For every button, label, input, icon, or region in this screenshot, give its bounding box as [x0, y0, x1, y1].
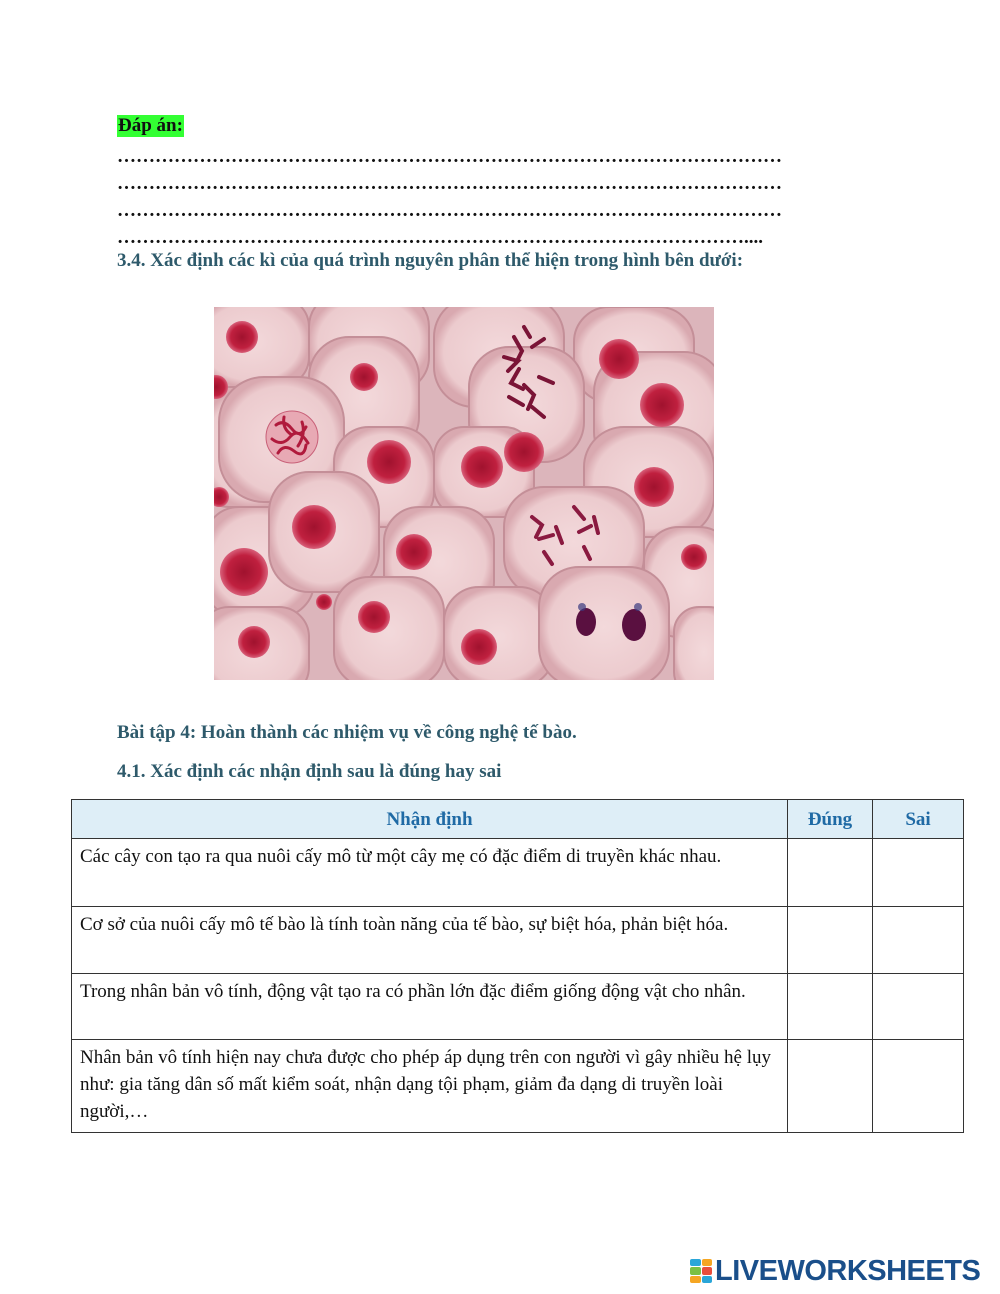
true-answer-box[interactable] [788, 839, 873, 907]
exercise-4-heading: Bài tập 4: Hoàn thành các nhiệm vụ về công nghệ tế bào. [117, 722, 577, 743]
logo-mark-icon [690, 1259, 712, 1283]
false-answer-box[interactable] [873, 907, 964, 974]
statement-cell: Nhân bản vô tính hiện nay chưa được cho phép áp dụng trên con người vì gây nhiều hệ lụy như: gia tăng dân số mất kiểm soát, nhận dạng tội phạm, giảm đa dạng di truyền loài người,… [72, 1040, 788, 1133]
table-row [72, 907, 964, 974]
question-3-4-heading: 3.4. Xác định các kì của quá trình nguyên phân thể hiện trong hình bên dưới: [117, 250, 744, 271]
logo-text: LIVEWORKSHEETS [715, 1255, 981, 1287]
header-false: Sai [873, 800, 964, 839]
header-true: Đúng [788, 800, 873, 839]
answer-line-4[interactable]: ……………………………………………………………………………………….... [117, 227, 763, 248]
answer-line-1[interactable]: …………………………………………………………………………………………… [117, 146, 782, 167]
false-answer-box[interactable] [873, 839, 964, 907]
true-answer-box[interactable] [788, 1040, 873, 1133]
false-answer-box[interactable] [873, 1040, 964, 1133]
table-row [72, 839, 964, 907]
statement-cell: Trong nhân bản vô tính, động vật tạo ra có phần lớn đặc điểm giống động vật cho nhân. [72, 974, 788, 1040]
table-row [72, 1040, 964, 1133]
statement-cell: Cơ sở của nuôi cấy mô tế bào là tính toàn năng của tế bào, sự biệt hóa, phản biệt hóa. [72, 907, 788, 974]
statement-cell: Các cây con tạo ra qua nuôi cấy mô từ một cây mẹ có đặc điểm di truyền khác nhau. [72, 839, 788, 907]
true-answer-box[interactable] [788, 974, 873, 1040]
answer-label: Đáp án: [118, 115, 183, 136]
table-row [72, 974, 964, 1040]
exercise-4-1-heading: 4.1. Xác định các nhận định sau là đúng hay sai [117, 761, 502, 782]
false-answer-box[interactable] [873, 974, 964, 1040]
answer-line-2[interactable]: …………………………………………………………………………………………… [117, 173, 782, 194]
answer-line-3[interactable]: …………………………………………………………………………………………… [117, 200, 782, 221]
liveworksheets-logo[interactable] [690, 1254, 980, 1288]
header-statement: Nhận định [72, 800, 788, 839]
true-false-table [71, 799, 964, 1133]
true-answer-box[interactable] [788, 907, 873, 974]
table-header-row [72, 800, 964, 839]
mitosis-micrograph [214, 307, 714, 680]
